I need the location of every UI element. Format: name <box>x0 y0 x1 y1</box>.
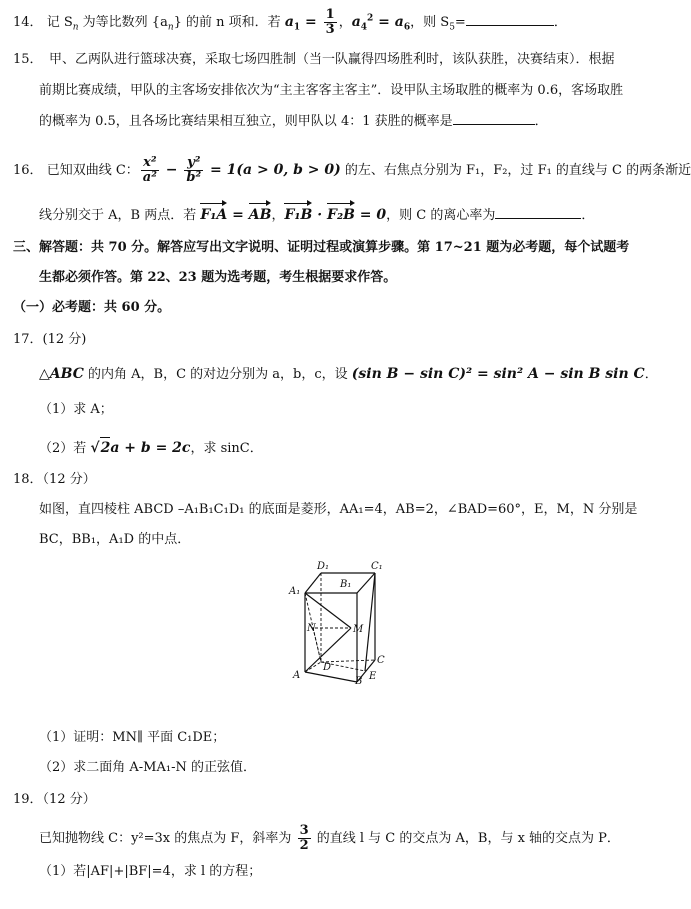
answer-blank[interactable] <box>466 13 554 26</box>
label-a1: A₁ <box>289 586 301 597</box>
q16-text: 已知双曲线 C： <box>46 163 139 178</box>
q14-text: ． <box>553 15 567 30</box>
math-formula: (sin B − sin C)² = sin² A − sin B sin C <box>351 366 645 382</box>
q17-text: ． <box>644 367 658 382</box>
label-m: M <box>353 624 364 635</box>
fraction-numerator: x² <box>141 156 159 171</box>
subscript: n <box>167 22 174 33</box>
label-n: N <box>307 623 316 634</box>
math-a1: a <box>284 14 294 30</box>
answer-blank[interactable] <box>495 206 581 219</box>
label-d1: D₁ <box>317 561 330 572</box>
q16-text: 的左、右焦点分别为 F₁，F₂，过 F₁ 的直线与 C 的两条渐近 <box>340 163 691 178</box>
q16-text: ． <box>581 208 595 223</box>
q14-text: 为等比数列 {a <box>78 15 168 30</box>
math-zero: = 0 <box>354 207 387 223</box>
label-c1: C₁ <box>371 561 383 572</box>
subscript: 5 <box>449 22 455 33</box>
q14-text: ， <box>338 15 352 30</box>
section-3-heading-line-1: 三、解答题：共 70 分。解答应写出文字说明、证明过程或演算步骤。第 17~21 题为必考题，每个试题考 <box>13 240 630 255</box>
label-b1: B₁ <box>340 579 352 590</box>
question-15-line-3 <box>0 112 689 132</box>
q14-text: 记 S <box>46 15 73 30</box>
q14-text: } 的前 n 项和．若 <box>173 15 285 30</box>
question-16-line-1 <box>0 155 691 185</box>
fraction-numerator: 3 <box>299 823 309 838</box>
q14-text: = <box>454 15 466 30</box>
q15-text: ． <box>534 114 548 129</box>
question-19-part-1: （1）若|AF|+|BF|=4，求 l 的方程； <box>39 864 262 879</box>
math-condition: = 1(a > 0, b > 0) <box>205 162 341 178</box>
question-18-part-1: （1）证明：MN∥ 平面 C₁DE； <box>39 730 226 745</box>
q14-text: ，则 S <box>410 15 450 30</box>
vector-f2b: F₂B <box>327 207 355 223</box>
question-17-heading: 17．(12 分) <box>13 332 87 347</box>
label-c: C <box>377 655 385 666</box>
vector-f1b: F₁B <box>284 207 313 223</box>
math-dot: · <box>312 207 328 223</box>
question-15-line-2: 前期比赛成绩，甲队的主客场安排依次为“主主客客主客主”．设甲队主场取胜的概率为 0.6，客场取胜 <box>39 83 624 98</box>
q15-text: 的概率为 0.5，且各场比赛结果相互独立，则甲队以 4：1 获胜的概率是 <box>39 114 453 129</box>
vector-f1a: F₁A <box>200 207 228 223</box>
math-eq: = <box>227 207 249 223</box>
fraction-y2-b2 <box>184 156 203 185</box>
math-triangle-abc: △ABC <box>39 366 84 382</box>
math-eq: = <box>300 14 322 30</box>
question-15-line-1: 15． 甲、乙两队进行篮球决赛，采取七场四胜制（当一队赢得四场胜利时，该队获胜，决赛结束）．根据 <box>13 52 615 67</box>
question-number: 14． <box>13 15 43 30</box>
q16-text: 线分别交于 A，B 两点．若 <box>39 208 201 223</box>
question-17-stem <box>0 364 689 385</box>
question-17-part-2 <box>0 437 689 459</box>
fraction-denominator: 2 <box>299 838 309 853</box>
question-14: 14． 记 $S_n$ 为等比数列 $\{a_n\}$ 的前 n 项和．若 $a_1$ = $\frac{1}{3}$ ，$a_4^2 = a_6$，则 $S_5=$ ． <box>13 7 567 37</box>
sqrt-symbol: √ <box>90 440 100 456</box>
q16-text: ， <box>271 208 285 223</box>
math-minus: − <box>160 162 183 178</box>
fraction-three-halves <box>298 824 311 853</box>
math-a4: a <box>351 14 361 30</box>
fraction-x2-a2 <box>141 156 159 185</box>
question-18-line-2: BC，BB₁，A₁D 的中点． <box>39 532 191 547</box>
fraction-denominator: b² <box>186 170 202 185</box>
q17-text: （2）若 <box>39 441 91 456</box>
question-number: 16． <box>13 163 43 178</box>
fraction-denominator: a² <box>142 170 157 185</box>
math-formula: a + b = 2c <box>110 440 191 456</box>
fraction-one-third <box>324 8 337 37</box>
q17-text: ，求 sinC． <box>190 441 263 456</box>
q16-text: ，则 C 的离心率为 <box>386 208 496 223</box>
question-19-line-1 <box>0 824 689 853</box>
question-19-heading: 19．（12 分） <box>13 792 96 807</box>
q19-text: 已知抛物线 C：y²=3x 的焦点为 F，斜率为 <box>39 831 296 846</box>
q17-text: 的内角 A，B，C 的对边分别为 a，b，c，设 <box>83 367 352 382</box>
section-3-heading-line-2: 生都必须作答。第 22、23 题为选考题，考生根据要求作答。 <box>39 270 397 285</box>
label-d: D <box>323 662 332 673</box>
answer-blank[interactable] <box>453 112 535 125</box>
question-18-part-2: （2）求二面角 A-MA₁-N 的正弦值． <box>39 760 256 775</box>
fraction-denominator: 3 <box>325 22 335 37</box>
sqrt-radicand: 2 <box>100 437 111 458</box>
fraction-numerator: 1 <box>325 7 335 22</box>
fraction-numerator: y² <box>184 156 203 171</box>
question-17-part-1: （1）求 A； <box>39 402 113 417</box>
question-16-line-2 <box>0 205 689 226</box>
vector-ab: AB <box>248 207 272 223</box>
label-b: B <box>355 676 363 687</box>
q19-text: 的直线 l 与 C 的交点为 A，B，与 x 轴的交点为 P． <box>312 831 620 846</box>
label-e: E <box>369 671 377 682</box>
subscript: n <box>72 22 79 33</box>
prism-figure <box>285 560 395 685</box>
question-18-line-1: 如图，直四棱柱 ABCD –A₁B₁C₁D₁ 的底面是菱形，AA₁=4，AB=2，∠BAD=60°，E，M，N 分别是 <box>39 502 638 517</box>
math-eq: = a <box>373 14 404 30</box>
section-3-subheading: （一）必考题：共 60 分。 <box>13 300 171 315</box>
label-a: A <box>293 670 301 681</box>
question-18-heading: 18．（12 分） <box>13 472 96 487</box>
